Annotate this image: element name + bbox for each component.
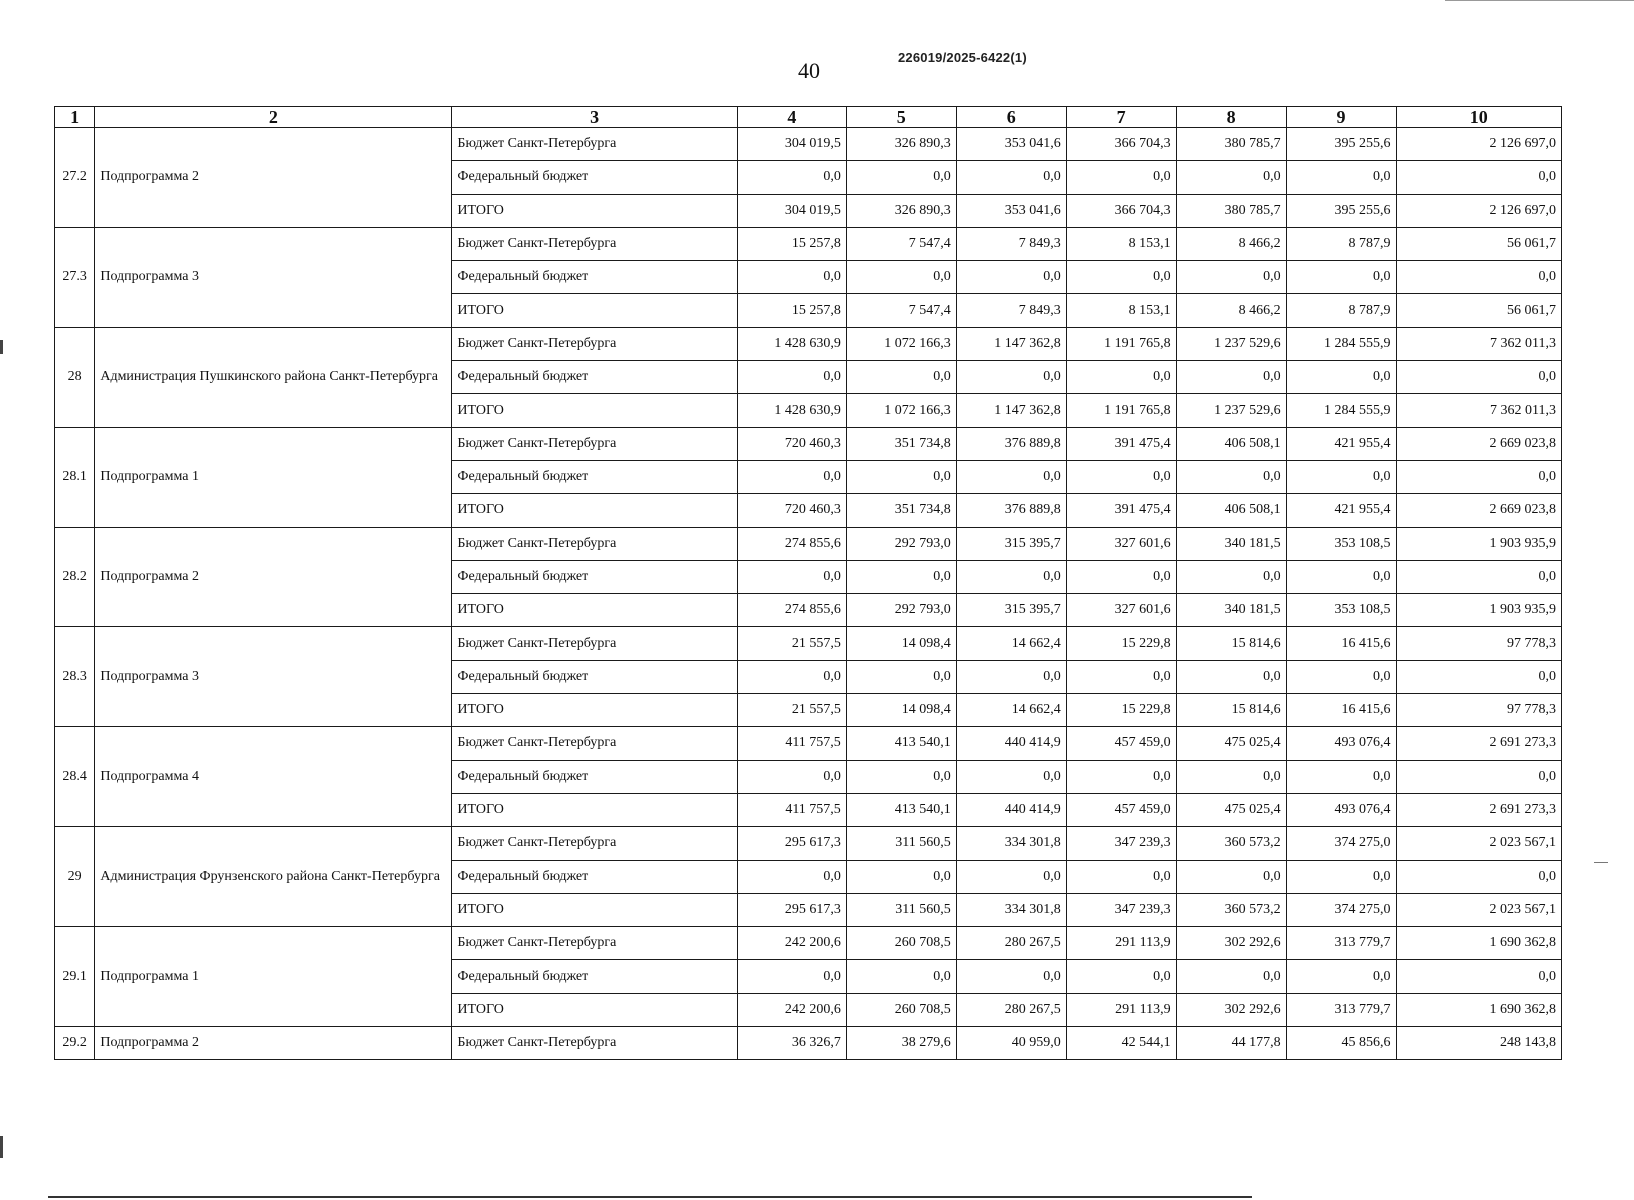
program-name-cell: Администрация Пушкинского района Санкт-Петербурга (95, 327, 452, 427)
amount-cell: 8 787,9 (1286, 294, 1396, 327)
row-index-cell: 28.3 (55, 627, 95, 727)
table-row (55, 527, 1562, 560)
table-row (55, 927, 1562, 960)
amount-cell: 0,0 (1176, 161, 1286, 194)
amount-cell: 313 779,7 (1286, 993, 1396, 1026)
amount-cell: 421 955,4 (1286, 427, 1396, 460)
amount-cell: 0,0 (846, 660, 956, 693)
column-header: 4 (737, 107, 846, 128)
amount-cell: 1 428 630,9 (737, 327, 846, 360)
funding-source-cell: Бюджет Санкт-Петербурга (452, 327, 737, 360)
amount-cell: 720 460,3 (737, 427, 846, 460)
row-index-cell: 27.3 (55, 227, 95, 327)
funding-source-cell: Бюджет Санкт-Петербурга (452, 827, 737, 860)
amount-cell: 0,0 (846, 560, 956, 593)
program-name-cell: Администрация Фрунзенского района Санкт-Петербурга (95, 827, 452, 927)
amount-cell: 38 279,6 (846, 1027, 956, 1060)
amount-cell: 304 019,5 (737, 194, 846, 227)
amount-cell: 380 785,7 (1176, 194, 1286, 227)
amount-cell: 493 076,4 (1286, 727, 1396, 760)
row-index-cell: 27.2 (55, 128, 95, 228)
amount-cell: 7 362 011,3 (1396, 394, 1562, 427)
amount-cell: 2 126 697,0 (1396, 194, 1562, 227)
row-index-cell: 28.1 (55, 427, 95, 527)
amount-cell: 0,0 (1396, 760, 1562, 793)
amount-cell: 720 460,3 (737, 494, 846, 527)
amount-cell: 360 573,2 (1176, 827, 1286, 860)
amount-cell: 14 098,4 (846, 627, 956, 660)
amount-cell: 421 955,4 (1286, 494, 1396, 527)
funding-source-cell: Федеральный бюджет (452, 161, 737, 194)
budget-table (54, 106, 1562, 1060)
row-index-cell: 28.4 (55, 727, 95, 827)
program-name-cell: Подпрограмма 1 (95, 927, 452, 1027)
amount-cell: 291 113,9 (1066, 927, 1176, 960)
amount-cell: 334 301,8 (956, 827, 1066, 860)
amount-cell: 0,0 (1286, 261, 1396, 294)
amount-cell: 7 849,3 (956, 227, 1066, 260)
funding-source-cell: Федеральный бюджет (452, 760, 737, 793)
amount-cell: 302 292,6 (1176, 927, 1286, 960)
amount-cell: 2 023 567,1 (1396, 827, 1562, 860)
amount-cell: 15 229,8 (1066, 627, 1176, 660)
amount-cell: 0,0 (956, 860, 1066, 893)
table-body (55, 128, 1562, 1060)
amount-cell: 0,0 (737, 261, 846, 294)
amount-cell: 0,0 (1066, 860, 1176, 893)
amount-cell: 2 023 567,1 (1396, 893, 1562, 926)
amount-cell: 14 662,4 (956, 694, 1066, 727)
amount-cell: 0,0 (1176, 760, 1286, 793)
amount-cell: 0,0 (1396, 660, 1562, 693)
amount-cell: 56 061,7 (1396, 227, 1562, 260)
amount-cell: 0,0 (1066, 760, 1176, 793)
amount-cell: 311 560,5 (846, 893, 956, 926)
program-name-cell: Подпрограмма 4 (95, 727, 452, 827)
amount-cell: 0,0 (737, 361, 846, 394)
amount-cell: 274 855,6 (737, 594, 846, 627)
amount-cell: 260 708,5 (846, 993, 956, 1026)
funding-source-cell: Бюджет Санкт-Петербурга (452, 1027, 737, 1060)
row-index-cell: 28.2 (55, 527, 95, 627)
amount-cell: 0,0 (1286, 860, 1396, 893)
amount-cell: 7 547,4 (846, 294, 956, 327)
row-index-cell: 29.1 (55, 927, 95, 1027)
amount-cell: 40 959,0 (956, 1027, 1066, 1060)
amount-cell: 351 734,8 (846, 427, 956, 460)
amount-cell: 351 734,8 (846, 494, 956, 527)
amount-cell: 0,0 (1066, 460, 1176, 493)
amount-cell: 21 557,5 (737, 627, 846, 660)
amount-cell: 366 704,3 (1066, 128, 1176, 161)
amount-cell: 376 889,8 (956, 427, 1066, 460)
table-row (55, 128, 1562, 161)
amount-cell: 0,0 (1396, 860, 1562, 893)
scan-edge-mark (0, 1136, 3, 1158)
amount-cell: 274 855,6 (737, 527, 846, 560)
amount-cell: 0,0 (956, 361, 1066, 394)
amount-cell: 313 779,7 (1286, 927, 1396, 960)
amount-cell: 440 414,9 (956, 793, 1066, 826)
column-header: 9 (1286, 107, 1396, 128)
funding-source-cell: Бюджет Санкт-Петербурга (452, 128, 737, 161)
table-row (55, 227, 1562, 260)
program-name-cell: Подпрограмма 2 (95, 1027, 452, 1060)
amount-cell: 413 540,1 (846, 793, 956, 826)
amount-cell: 0,0 (737, 660, 846, 693)
amount-cell: 45 856,6 (1286, 1027, 1396, 1060)
amount-cell: 374 275,0 (1286, 893, 1396, 926)
amount-cell: 315 395,7 (956, 527, 1066, 560)
amount-cell: 391 475,4 (1066, 494, 1176, 527)
amount-cell: 16 415,6 (1286, 694, 1396, 727)
funding-source-cell: Федеральный бюджет (452, 261, 737, 294)
amount-cell: 0,0 (1066, 261, 1176, 294)
amount-cell: 311 560,5 (846, 827, 956, 860)
amount-cell: 0,0 (846, 460, 956, 493)
amount-cell: 8 466,2 (1176, 227, 1286, 260)
amount-cell: 0,0 (737, 460, 846, 493)
amount-cell: 0,0 (1396, 460, 1562, 493)
amount-cell: 0,0 (1396, 361, 1562, 394)
page-number: 40 (798, 58, 820, 83)
amount-cell: 1 191 765,8 (1066, 394, 1176, 427)
amount-cell: 8 153,1 (1066, 227, 1176, 260)
amount-cell: 1 284 555,9 (1286, 327, 1396, 360)
column-header: 8 (1176, 107, 1286, 128)
amount-cell: 97 778,3 (1396, 627, 1562, 660)
amount-cell: 0,0 (956, 760, 1066, 793)
amount-cell: 2 669 023,8 (1396, 427, 1562, 460)
scan-edge-mark (1594, 862, 1608, 863)
amount-cell: 1 237 529,6 (1176, 327, 1286, 360)
amount-cell: 0,0 (1396, 560, 1562, 593)
amount-cell: 44 177,8 (1176, 1027, 1286, 1060)
amount-cell: 8 466,2 (1176, 294, 1286, 327)
amount-cell: 391 475,4 (1066, 427, 1176, 460)
amount-cell: 340 181,5 (1176, 594, 1286, 627)
amount-cell: 1 072 166,3 (846, 327, 956, 360)
amount-cell: 0,0 (737, 960, 846, 993)
top-edge-line (1445, 0, 1634, 1)
row-index-cell: 29.2 (55, 1027, 95, 1060)
column-header: 6 (956, 107, 1066, 128)
amount-cell: 0,0 (1286, 460, 1396, 493)
amount-cell: 0,0 (1176, 460, 1286, 493)
amount-cell: 7 362 011,3 (1396, 327, 1562, 360)
amount-cell: 36 326,7 (737, 1027, 846, 1060)
amount-cell: 1 284 555,9 (1286, 394, 1396, 427)
amount-cell: 260 708,5 (846, 927, 956, 960)
amount-cell: 475 025,4 (1176, 793, 1286, 826)
amount-cell: 1 690 362,8 (1396, 993, 1562, 1026)
amount-cell: 366 704,3 (1066, 194, 1176, 227)
table-row (55, 427, 1562, 460)
amount-cell: 411 757,5 (737, 727, 846, 760)
amount-cell: 15 814,6 (1176, 694, 1286, 727)
amount-cell: 0,0 (846, 960, 956, 993)
amount-cell: 280 267,5 (956, 927, 1066, 960)
amount-cell: 406 508,1 (1176, 494, 1286, 527)
amount-cell: 327 601,6 (1066, 527, 1176, 560)
funding-source-cell: Бюджет Санкт-Петербурга (452, 727, 737, 760)
column-header: 1 (55, 107, 95, 128)
amount-cell: 295 617,3 (737, 827, 846, 860)
amount-cell: 1 147 362,8 (956, 327, 1066, 360)
amount-cell: 15 257,8 (737, 227, 846, 260)
amount-cell: 475 025,4 (1176, 727, 1286, 760)
funding-source-cell: ИТОГО (452, 194, 737, 227)
table-row (55, 1027, 1562, 1060)
amount-cell: 327 601,6 (1066, 594, 1176, 627)
amount-cell: 374 275,0 (1286, 827, 1396, 860)
amount-cell: 21 557,5 (737, 694, 846, 727)
funding-source-cell: Бюджет Санкт-Петербурга (452, 427, 737, 460)
amount-cell: 97 778,3 (1396, 694, 1562, 727)
amount-cell: 353 041,6 (956, 128, 1066, 161)
amount-cell: 0,0 (846, 161, 956, 194)
column-header: 2 (95, 107, 452, 128)
amount-cell: 0,0 (956, 960, 1066, 993)
amount-cell: 248 143,8 (1396, 1027, 1562, 1060)
program-name-cell: Подпрограмма 2 (95, 128, 452, 228)
program-name-cell: Подпрограмма 3 (95, 227, 452, 327)
funding-source-cell: Федеральный бюджет (452, 860, 737, 893)
funding-source-cell: Бюджет Санкт-Петербурга (452, 227, 737, 260)
amount-cell: 0,0 (1176, 960, 1286, 993)
amount-cell: 0,0 (846, 261, 956, 294)
amount-cell: 493 076,4 (1286, 793, 1396, 826)
document-registration-number: 226019/2025-6422(1) (898, 50, 1027, 65)
amount-cell: 0,0 (1286, 960, 1396, 993)
amount-cell: 457 459,0 (1066, 727, 1176, 760)
table-header (55, 107, 1562, 128)
funding-source-cell: ИТОГО (452, 793, 737, 826)
amount-cell: 14 662,4 (956, 627, 1066, 660)
column-header: 7 (1066, 107, 1176, 128)
amount-cell: 0,0 (1066, 660, 1176, 693)
funding-source-cell: Федеральный бюджет (452, 560, 737, 593)
funding-source-cell: Федеральный бюджет (452, 660, 737, 693)
amount-cell: 0,0 (1176, 660, 1286, 693)
amount-cell: 0,0 (737, 560, 846, 593)
amount-cell: 0,0 (737, 161, 846, 194)
amount-cell: 0,0 (737, 760, 846, 793)
amount-cell: 0,0 (1286, 760, 1396, 793)
amount-cell: 0,0 (1066, 361, 1176, 394)
amount-cell: 295 617,3 (737, 893, 846, 926)
amount-cell: 1 072 166,3 (846, 394, 956, 427)
bottom-rule (48, 1196, 1252, 1198)
amount-cell: 2 669 023,8 (1396, 494, 1562, 527)
amount-cell: 7 849,3 (956, 294, 1066, 327)
amount-cell: 16 415,6 (1286, 627, 1396, 660)
amount-cell: 0,0 (846, 760, 956, 793)
amount-cell: 1 903 935,9 (1396, 594, 1562, 627)
amount-cell: 0,0 (1066, 560, 1176, 593)
amount-cell: 326 890,3 (846, 128, 956, 161)
amount-cell: 0,0 (1396, 161, 1562, 194)
amount-cell: 0,0 (956, 261, 1066, 294)
funding-source-cell: ИТОГО (452, 394, 737, 427)
amount-cell: 406 508,1 (1176, 427, 1286, 460)
amount-cell: 0,0 (1066, 960, 1176, 993)
amount-cell: 340 181,5 (1176, 527, 1286, 560)
amount-cell: 0,0 (737, 860, 846, 893)
funding-source-cell: Бюджет Санкт-Петербурга (452, 527, 737, 560)
table-row (55, 827, 1562, 860)
amount-cell: 15 257,8 (737, 294, 846, 327)
amount-cell: 242 200,6 (737, 993, 846, 1026)
funding-source-cell: Бюджет Санкт-Петербурга (452, 927, 737, 960)
funding-source-cell: ИТОГО (452, 694, 737, 727)
amount-cell: 380 785,7 (1176, 128, 1286, 161)
amount-cell: 0,0 (1176, 361, 1286, 394)
amount-cell: 1 428 630,9 (737, 394, 846, 427)
amount-cell: 0,0 (956, 161, 1066, 194)
amount-cell: 0,0 (956, 660, 1066, 693)
amount-cell: 353 108,5 (1286, 527, 1396, 560)
amount-cell: 0,0 (846, 860, 956, 893)
amount-cell: 2 126 697,0 (1396, 128, 1562, 161)
scan-edge-mark (0, 340, 3, 354)
amount-cell: 0,0 (1286, 660, 1396, 693)
amount-cell: 0,0 (1286, 161, 1396, 194)
funding-source-cell: ИТОГО (452, 993, 737, 1026)
column-header: 3 (452, 107, 737, 128)
amount-cell: 411 757,5 (737, 793, 846, 826)
column-number-row (55, 107, 1562, 128)
amount-cell: 347 239,3 (1066, 827, 1176, 860)
amount-cell: 1 191 765,8 (1066, 327, 1176, 360)
funding-source-cell: ИТОГО (452, 494, 737, 527)
funding-source-cell: ИТОГО (452, 594, 737, 627)
amount-cell: 0,0 (956, 460, 1066, 493)
amount-cell: 353 108,5 (1286, 594, 1396, 627)
table-row (55, 627, 1562, 660)
amount-cell: 413 540,1 (846, 727, 956, 760)
amount-cell: 2 691 273,3 (1396, 793, 1562, 826)
amount-cell: 280 267,5 (956, 993, 1066, 1026)
funding-source-cell: Федеральный бюджет (452, 960, 737, 993)
program-name-cell: Подпрограмма 1 (95, 427, 452, 527)
column-header: 5 (846, 107, 956, 128)
amount-cell: 0,0 (1176, 261, 1286, 294)
amount-cell: 56 061,7 (1396, 294, 1562, 327)
funding-source-cell: ИТОГО (452, 893, 737, 926)
amount-cell: 292 793,0 (846, 527, 956, 560)
program-name-cell: Подпрограмма 2 (95, 527, 452, 627)
amount-cell: 334 301,8 (956, 893, 1066, 926)
amount-cell: 0,0 (1176, 560, 1286, 593)
amount-cell: 0,0 (1396, 960, 1562, 993)
amount-cell: 292 793,0 (846, 594, 956, 627)
amount-cell: 0,0 (1396, 261, 1562, 294)
amount-cell: 353 041,6 (956, 194, 1066, 227)
amount-cell: 42 544,1 (1066, 1027, 1176, 1060)
amount-cell: 0,0 (1066, 161, 1176, 194)
amount-cell: 242 200,6 (737, 927, 846, 960)
table-row (55, 727, 1562, 760)
amount-cell: 14 098,4 (846, 694, 956, 727)
funding-source-cell: Федеральный бюджет (452, 460, 737, 493)
table-row (55, 327, 1562, 360)
amount-cell: 1 237 529,6 (1176, 394, 1286, 427)
amount-cell: 0,0 (1176, 860, 1286, 893)
amount-cell: 15 814,6 (1176, 627, 1286, 660)
amount-cell: 1 903 935,9 (1396, 527, 1562, 560)
amount-cell: 315 395,7 (956, 594, 1066, 627)
amount-cell: 1 690 362,8 (1396, 927, 1562, 960)
amount-cell: 440 414,9 (956, 727, 1066, 760)
row-index-cell: 29 (55, 827, 95, 927)
amount-cell: 0,0 (846, 361, 956, 394)
funding-source-cell: Федеральный бюджет (452, 361, 737, 394)
amount-cell: 360 573,2 (1176, 893, 1286, 926)
amount-cell: 0,0 (1286, 361, 1396, 394)
amount-cell: 326 890,3 (846, 194, 956, 227)
amount-cell: 304 019,5 (737, 128, 846, 161)
column-header: 10 (1396, 107, 1562, 128)
amount-cell: 0,0 (956, 560, 1066, 593)
row-index-cell: 28 (55, 327, 95, 427)
amount-cell: 302 292,6 (1176, 993, 1286, 1026)
amount-cell: 347 239,3 (1066, 893, 1176, 926)
amount-cell: 457 459,0 (1066, 793, 1176, 826)
amount-cell: 395 255,6 (1286, 128, 1396, 161)
program-name-cell: Подпрограмма 3 (95, 627, 452, 727)
amount-cell: 1 147 362,8 (956, 394, 1066, 427)
funding-source-cell: Бюджет Санкт-Петербурга (452, 627, 737, 660)
amount-cell: 376 889,8 (956, 494, 1066, 527)
amount-cell: 395 255,6 (1286, 194, 1396, 227)
amount-cell: 0,0 (1286, 560, 1396, 593)
funding-source-cell: ИТОГО (452, 294, 737, 327)
amount-cell: 8 153,1 (1066, 294, 1176, 327)
amount-cell: 2 691 273,3 (1396, 727, 1562, 760)
amount-cell: 291 113,9 (1066, 993, 1176, 1026)
amount-cell: 15 229,8 (1066, 694, 1176, 727)
amount-cell: 7 547,4 (846, 227, 956, 260)
amount-cell: 8 787,9 (1286, 227, 1396, 260)
